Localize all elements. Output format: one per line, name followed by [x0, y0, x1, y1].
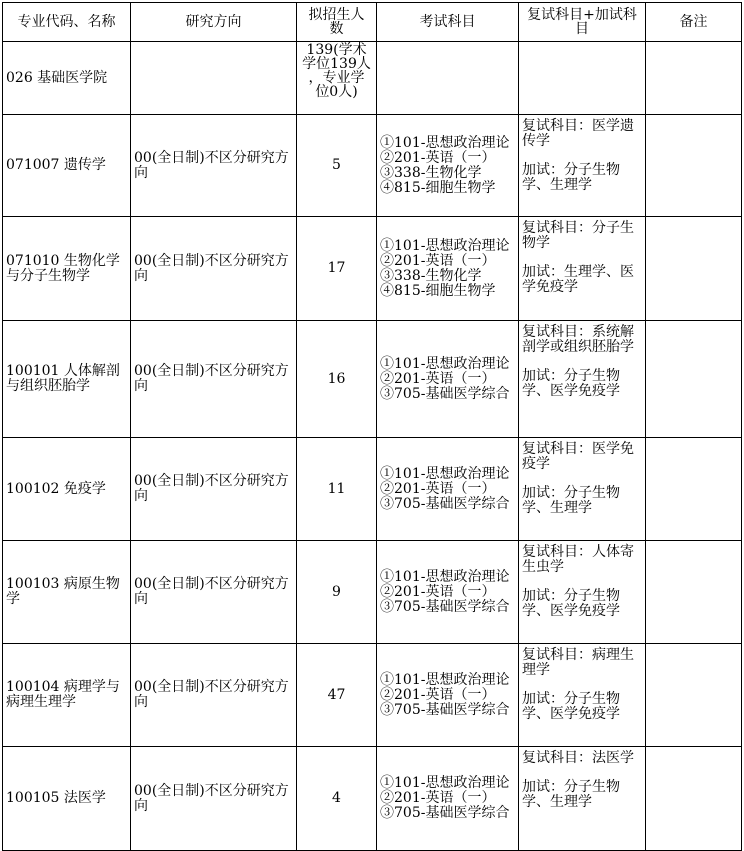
dept-count: 139(学术 学位139人 ，专业学 位0人) — [297, 42, 377, 115]
research-direction: 00(全日制)不区分研究方向 — [131, 115, 297, 217]
enrollment-count: 4 — [297, 747, 377, 851]
header-row — [3, 3, 742, 42]
retest-subjects — [519, 115, 646, 217]
major-name: 100102 免疫学 — [3, 438, 131, 541]
major-name: 100103 病原生物学 — [3, 541, 131, 644]
enrollment-count: 5 — [297, 115, 377, 217]
exam-subjects: ①101-思想政治理论 ②201-英语（一） ③705-基础医学综合 — [377, 541, 519, 644]
note — [646, 644, 742, 747]
table-row — [3, 217, 742, 321]
header-major: 专业代码、名称 — [3, 3, 131, 42]
table-row — [3, 541, 742, 644]
research-direction: 00(全日制)不区分研究方向 — [131, 321, 297, 438]
retest-subject: 复试科目：系统解剖学或组织胚胎学 — [522, 324, 634, 355]
header-note: 备注 — [646, 3, 742, 42]
retest-subjects — [519, 747, 646, 851]
note — [646, 438, 742, 541]
extra-subject: 加试：分子生物学、生理学 — [522, 485, 620, 516]
major-name: 100104 病理学与病理生理学 — [3, 644, 131, 747]
extra-subject: 加试：分子生物学、医学免疫学 — [522, 691, 620, 722]
exam-subjects: ①101-思想政治理论 ②201-英语（一） ③705-基础医学综合 — [377, 747, 519, 851]
dept-retest — [519, 42, 646, 115]
enrollment-count: 16 — [297, 321, 377, 438]
table-row — [3, 644, 742, 747]
exam-subjects: ①101-思想政治理论 ②201-英语（一） ③338-生物化学 ④815-细胞生物学 — [377, 115, 519, 217]
dept-exams — [377, 42, 519, 115]
table-row — [3, 115, 742, 217]
retest-subject: 复试科目：分子生物学 — [522, 220, 634, 251]
table-row — [3, 438, 742, 541]
research-direction: 00(全日制)不区分研究方向 — [131, 438, 297, 541]
enrollment-count: 17 — [297, 217, 377, 321]
research-direction: 00(全日制)不区分研究方向 — [131, 541, 297, 644]
extra-subject: 加试：生理学、医学免疫学 — [522, 264, 634, 295]
major-name: 071010 生物化学与分子生物学 — [3, 217, 131, 321]
note — [646, 321, 742, 438]
retest-subjects — [519, 644, 646, 747]
header-exams: 考试科目 — [377, 3, 519, 42]
retest-subject: 复试科目：医学遗传学 — [522, 118, 634, 149]
header-count: 拟招生人数 — [297, 3, 377, 42]
enrollment-count: 47 — [297, 644, 377, 747]
exam-subjects: ①101-思想政治理论 ②201-英语（一） ③705-基础医学综合 — [377, 644, 519, 747]
dept-name: 026 基础医学院 — [3, 42, 131, 115]
research-direction: 00(全日制)不区分研究方向 — [131, 747, 297, 851]
table-row — [3, 321, 742, 438]
retest-subject: 复试科目：法医学 — [522, 750, 634, 766]
major-name: 100105 法医学 — [3, 747, 131, 851]
table-row — [3, 747, 742, 851]
retest-subjects — [519, 217, 646, 321]
note — [646, 115, 742, 217]
header-direction: 研究方向 — [131, 3, 297, 42]
header-retest: 复试科目+加试科目 — [519, 3, 646, 42]
extra-subject: 加试：分子生物学、医学免疫学 — [522, 368, 620, 399]
extra-subject: 加试：分子生物学、医学免疫学 — [522, 588, 620, 619]
enrollment-count: 11 — [297, 438, 377, 541]
exam-subjects: ①101-思想政治理论 ②201-英语（一） ③338-生物化学 ④815-细胞生物学 — [377, 217, 519, 321]
dept-note — [646, 42, 742, 115]
major-name: 071007 遗传学 — [3, 115, 131, 217]
retest-subjects — [519, 438, 646, 541]
note — [646, 217, 742, 321]
note — [646, 541, 742, 644]
retest-subject: 复试科目：人体寄生虫学 — [522, 544, 634, 575]
note — [646, 747, 742, 851]
retest-subject: 复试科目：医学免疫学 — [522, 441, 634, 472]
retest-subject: 复试科目：病理生理学 — [522, 647, 634, 678]
admissions-table — [2, 2, 742, 851]
retest-subjects — [519, 541, 646, 644]
major-name: 100101 人体解剖与组织胚胎学 — [3, 321, 131, 438]
dept-direction — [131, 42, 297, 115]
extra-subject: 加试：分子生物学、生理学 — [522, 162, 620, 193]
exam-subjects: ①101-思想政治理论 ②201-英语（一） ③705-基础医学综合 — [377, 321, 519, 438]
extra-subject: 加试：分子生物学、生理学 — [522, 779, 620, 810]
research-direction: 00(全日制)不区分研究方向 — [131, 217, 297, 321]
dept-row — [3, 42, 742, 115]
research-direction: 00(全日制)不区分研究方向 — [131, 644, 297, 747]
retest-subjects — [519, 321, 646, 438]
enrollment-count: 9 — [297, 541, 377, 644]
exam-subjects: ①101-思想政治理论 ②201-英语（一） ③705-基础医学综合 — [377, 438, 519, 541]
